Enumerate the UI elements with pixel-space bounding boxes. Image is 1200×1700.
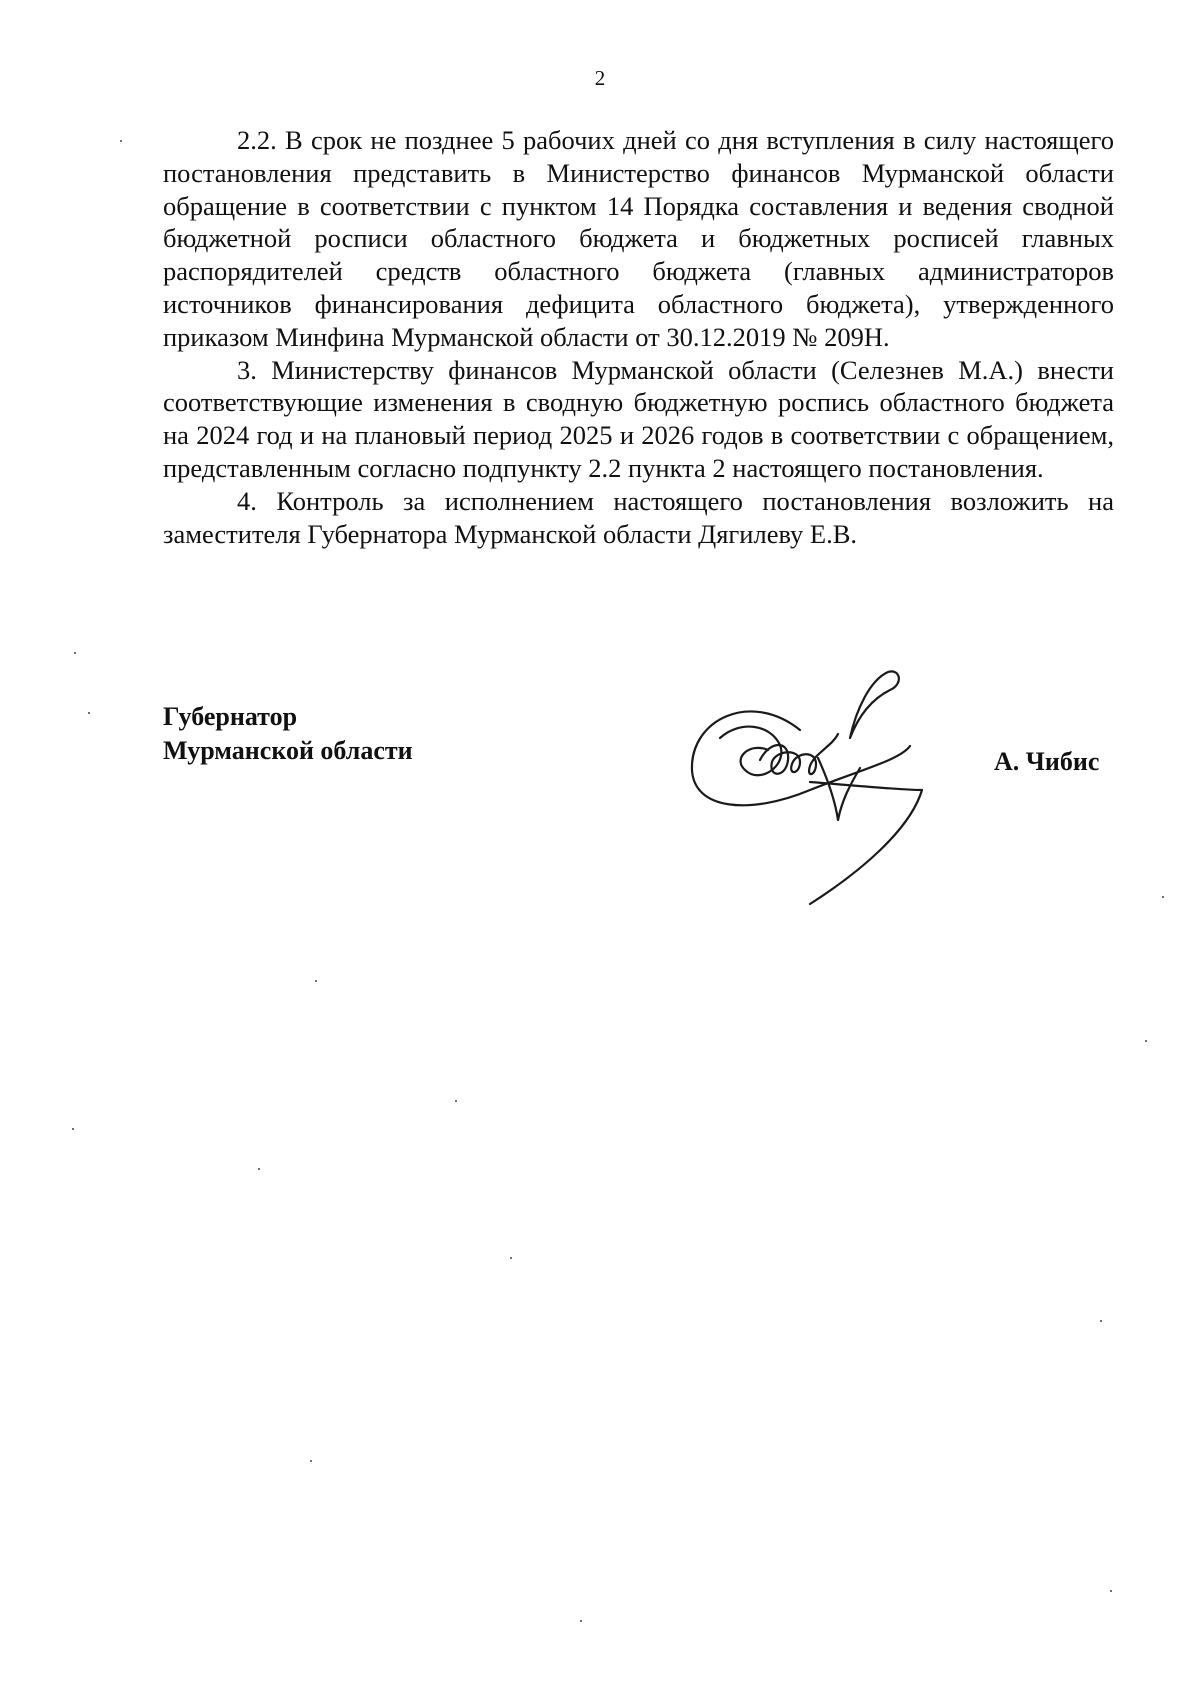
scan-speck [74,652,76,654]
signatory-title-line2: Мурманской области [163,736,413,765]
handwritten-signature-icon [660,650,960,910]
document-body [163,124,1114,550]
scan-speck [258,1168,260,1170]
signatory-title-line1: Губернатор [163,702,298,731]
paragraph-4: 4. Контроль за исполнением настоящего постановления возложить на заместителя Губернатора Мурманской области Дягилеву Е.В. [163,485,1114,549]
scan-speck [1100,1320,1102,1322]
scan-speck [315,980,317,982]
paragraph-3: 3. Министерству финансов Мурманской области (Селезнев М.А.) внести соответствующие изменения в сводную бюджетную роспись областного бюджета на 2024 год и на плановый период 2025 и 2026 годов в соответствии с обращением, представленным согласно подпункту 2.2 пункта 2 настоящего постановления. [163,354,1114,483]
scan-speck [1110,1590,1112,1592]
scan-speck [1145,1040,1147,1042]
paragraph-2-2: 2.2. В срок не позднее 5 рабочих дней со дня вступления в силу настоящего постановления представить в Министерство финансов Мурманской области обращение в соответствии с пунктом 14 Порядка составления и ведения сводной бюджетной росписи областного бюджета и бюджетных росписей главных распорядителей средств областного бюджета (главных администраторов источников финансирования дефицита областного бюджета), утвержденного приказом Минфина Мурманской области от 30.12.2019 № 209Н. [163,125,1114,352]
scan-speck [455,1100,457,1102]
scan-speck [310,1460,312,1462]
scan-speck [1162,896,1164,898]
page-number: 2 [594,66,606,90]
scan-speck [580,1620,582,1622]
scan-speck [510,1257,512,1259]
signatory-name: А. Чибис [994,747,1100,776]
signatory-title [163,700,413,768]
scan-speck [72,1128,74,1130]
scan-speck [88,712,90,714]
scan-speck [120,140,122,142]
